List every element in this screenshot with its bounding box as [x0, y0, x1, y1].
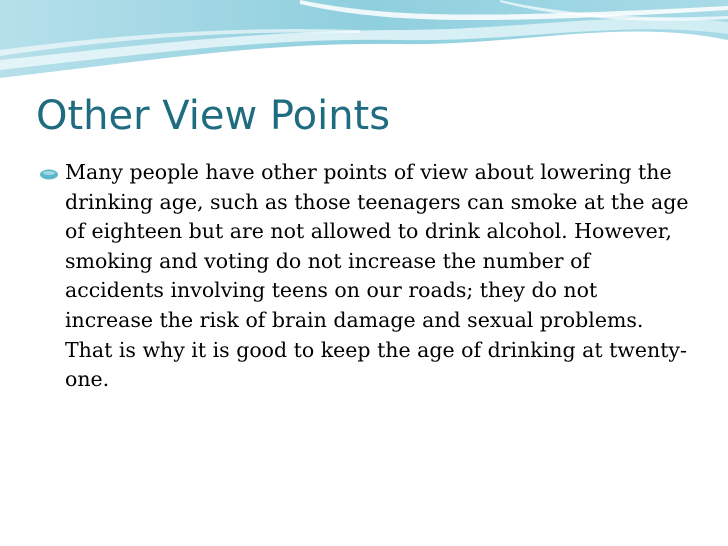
wave-header-decoration — [0, 0, 728, 80]
bullet-item — [40, 158, 690, 395]
slide-title: Other View Points — [36, 93, 391, 139]
bullet-list — [40, 158, 690, 395]
bullet-text: Many people have other points of view about lowering the drinking age, such as those teenagers can smoke at the age of eighteen but are not allowed to drink alcohol. However, smoking and voting do not increase the number of accidents involving teens on our roads; they do not increase the risk of brain damage and sexual problems. That is why it is good to keep the age of drinking at twenty-one. — [65, 160, 689, 392]
bullet-marker-icon — [40, 169, 58, 180]
